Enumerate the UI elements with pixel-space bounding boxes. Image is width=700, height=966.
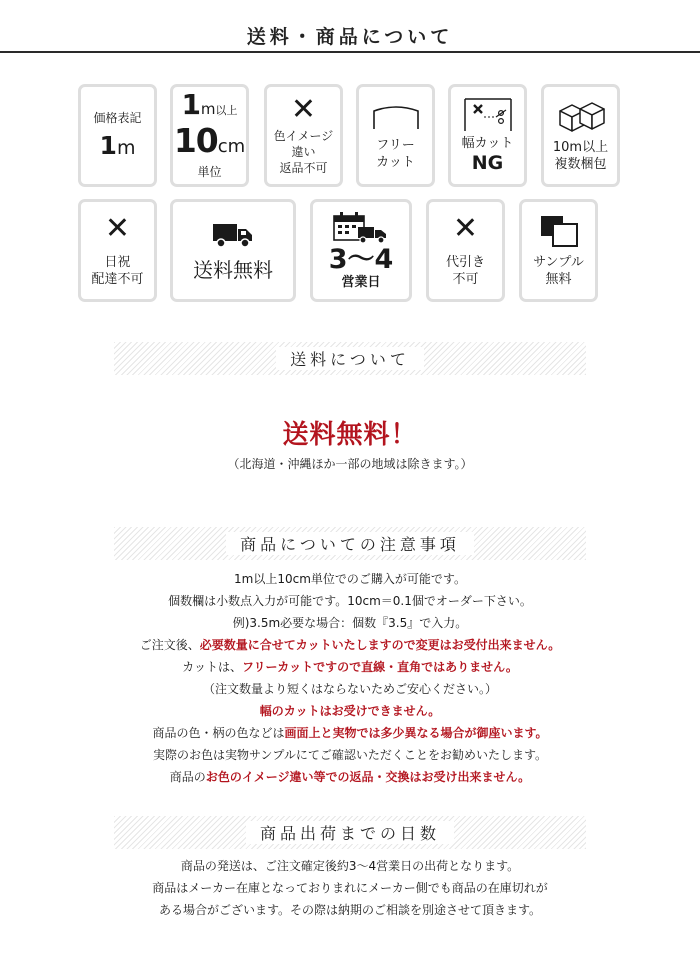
delivery-heading-band <box>114 816 586 849</box>
shipping-exclusion-note: （北海道・沖縄ほか一部の地域は除きます。） <box>227 457 473 471</box>
tile-bulk-pack-l1: 10m以上 <box>552 139 609 155</box>
delivery-heading: 商品出荷までの日数 <box>246 821 454 844</box>
note-line-5: カットは、フリーカットですので直線・直角ではありません。 <box>182 660 518 674</box>
delivery-line-3: ある場合がございます。その際は納期のご相談を別途させて頂きます。 <box>158 903 542 917</box>
tile-price-label: 価格表記 <box>93 110 142 125</box>
tile-price-value: 1m <box>99 130 136 160</box>
note-line-10: 商品のお色のイメージ違い等での返品・交換はお受け出来ません。 <box>169 770 531 784</box>
tile-lead-time <box>310 199 412 302</box>
tile-bulk-pack <box>541 84 620 187</box>
tile-cod-l1: 代引き <box>445 254 485 270</box>
scissors-cut-icon <box>462 97 514 133</box>
tile-unit-sale-min: 1m以上 <box>181 87 238 121</box>
free-shipping-headline: 送料無料！ <box>282 420 418 450</box>
tile-unit-sale-step: 10cm <box>173 120 246 160</box>
tile-unit-sale <box>170 84 249 187</box>
tile-sample-l2: 無料 <box>545 271 572 287</box>
tile-color-return-l1: 色イメージ <box>273 129 334 143</box>
note-line-7: 幅のカットはお受けできません。 <box>259 704 441 718</box>
x-mark-icon: ✕ <box>452 210 479 246</box>
delivery-line-1: 商品の発送は、ご注文確定後約3〜4営業日の出荷となります。 <box>180 859 520 873</box>
x-mark-icon: ✕ <box>104 210 131 246</box>
tile-price-unit <box>78 84 157 187</box>
tile-lead-time-label: 営業日 <box>341 275 381 290</box>
note-line-6: （注文数量より短くはならないためご安心ください。） <box>202 682 497 696</box>
tile-free-shipping <box>170 199 296 302</box>
tile-free-cut-l2: カット <box>376 154 415 170</box>
tile-cod-l2: 不可 <box>452 271 479 287</box>
tile-lead-time-days: 3〜4 <box>328 244 394 275</box>
tile-free-shipping-label: 送料無料 <box>193 257 273 282</box>
curved-cut-line-icon <box>371 101 421 131</box>
tile-width-cut-l1: 幅カット <box>461 136 514 151</box>
sample-squares-icon <box>538 214 580 248</box>
note-line-2: 個数欄は小数点入力が可能です。10cm＝0.1個でオーダー下さい。 <box>168 594 532 608</box>
tile-color-return-l3: 返品不可 <box>279 161 328 175</box>
tile-free-cut <box>356 84 435 187</box>
tile-holiday-l1: 日祝 <box>104 254 131 270</box>
tile-sample-l1: サンプル <box>533 254 584 270</box>
tile-unit-sale-label: 単位 <box>197 164 222 179</box>
note-line-8: 商品の色・柄の色などは画面上と実物では多少異なる場合が御座います。 <box>152 726 548 740</box>
note-line-3: 例)3.5m必要な場合：個数『3.5』で入力。 <box>232 616 468 630</box>
tile-width-cut <box>448 84 527 187</box>
tile-width-cut-l2: NG <box>471 152 504 174</box>
note-line-4: ご注文後、必要数量に合せてカットいたしますので変更はお受付出来ません。 <box>139 638 561 652</box>
tile-bulk-pack-l2: 複数梱包 <box>554 156 607 172</box>
truck-icon <box>211 220 255 250</box>
note-line-9: 実際のお色は実物サンプルにてご確認いただくことをお勧めいたします。 <box>153 748 547 762</box>
shipping-heading: 送料について <box>276 347 424 370</box>
delivery-line-2: 商品はメーカー在庫となっておりまれにメーカー側でも商品の在庫切れが <box>152 881 548 895</box>
note-line-1: 1m以上10cm単位でのご購入が可能です。 <box>234 572 466 586</box>
notes-heading-band <box>114 527 586 560</box>
tile-cod <box>426 199 505 302</box>
tile-color-return-l2: 違い <box>291 145 316 159</box>
tile-holiday <box>78 199 157 302</box>
x-mark-icon: ✕ <box>290 92 317 127</box>
shipping-heading-band <box>114 342 586 375</box>
tile-holiday-l2: 配達不可 <box>91 271 144 287</box>
page-title: 送料・商品について <box>246 26 454 48</box>
calendar-truck-icon <box>332 210 390 244</box>
tile-sample <box>519 199 598 302</box>
tile-free-cut-l1: フリー <box>376 137 415 153</box>
tile-color-return <box>264 84 343 187</box>
notes-heading: 商品についての注意事項 <box>226 532 474 555</box>
title-divider <box>0 51 700 53</box>
boxes-icon <box>554 99 608 135</box>
